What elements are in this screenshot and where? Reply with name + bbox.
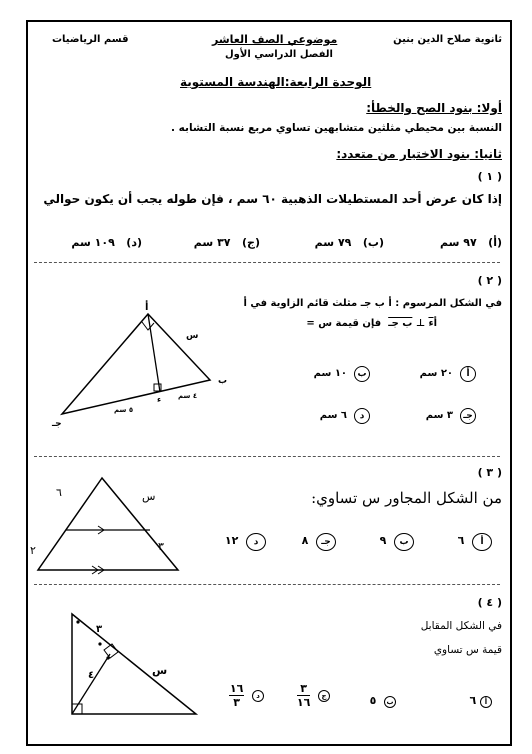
label-left-top: ٦ bbox=[56, 486, 62, 499]
q2-option-d[interactable]: د ٦ سم bbox=[320, 408, 370, 424]
q3-text: من الشكل المجاور س تساوي: bbox=[311, 489, 502, 507]
right-triangle bbox=[72, 614, 196, 714]
school-name: ثانوية صلاح الدين بنين bbox=[393, 34, 502, 45]
label-4: ٤ bbox=[88, 670, 95, 681]
label-dc-length: ٥ سم bbox=[114, 406, 134, 414]
semester-label: الفصل الدراسي الأول bbox=[225, 49, 333, 60]
q2-option-b[interactable]: ب ١٠ سم bbox=[314, 366, 370, 382]
q2-line1: في الشكل المرسوم : أ ب جـ مثلث قائم الزاوية في أ bbox=[243, 298, 502, 309]
label-3: ٣ bbox=[96, 624, 103, 635]
q3-option-c[interactable]: جـ ٨ bbox=[302, 533, 336, 551]
q2-line2 bbox=[306, 318, 437, 329]
label-right-bottom: ٣ bbox=[158, 540, 164, 553]
q4-option-c[interactable]: ج ٣ ١٦ bbox=[297, 682, 330, 709]
q3-triangle-figure bbox=[30, 470, 190, 580]
separator-1 bbox=[34, 262, 500, 263]
q2-option-a[interactable]: أ ٢٠ سم bbox=[420, 366, 476, 382]
q3-option-b[interactable]: ب ٩ bbox=[380, 533, 414, 551]
label-left-bottom: ٢ bbox=[30, 544, 36, 557]
label-x: س bbox=[152, 664, 168, 677]
separator-3 bbox=[34, 584, 500, 585]
label-x: س bbox=[186, 331, 199, 341]
tick-dot-1 bbox=[98, 642, 101, 645]
perpendicular-symbol: ⊥ bbox=[415, 318, 425, 329]
q2-segment-ad: أء bbox=[428, 318, 437, 329]
label-bd-length: ٤ سم bbox=[178, 392, 198, 400]
altitude-line bbox=[72, 654, 110, 714]
q4-triangle-figure bbox=[60, 606, 210, 724]
label-c: جـ bbox=[52, 419, 62, 429]
label-a: أ bbox=[145, 302, 149, 313]
separator-2 bbox=[34, 456, 500, 457]
q1-number: ( ١ ) bbox=[477, 170, 502, 183]
q2-line2-rest: فإن قيمة س = bbox=[306, 318, 382, 329]
vertex-dot-top bbox=[76, 620, 79, 623]
q4-option-d[interactable]: د ١٦ ٣ bbox=[229, 682, 264, 709]
right-angle-mark-a bbox=[142, 322, 154, 330]
section1-heading: أولا: بنود الصح والخطأ: bbox=[366, 101, 502, 115]
q2-number: ( ٢ ) bbox=[477, 274, 502, 287]
q4-option-a[interactable]: أ ٦ bbox=[469, 694, 492, 708]
q2-triangle-figure bbox=[50, 300, 230, 435]
q1-option-c[interactable]: (ج) ٣٧ سم bbox=[193, 236, 260, 249]
tick-dot-2 bbox=[106, 656, 109, 659]
q4-line2: قيمة س تساوي bbox=[433, 644, 502, 656]
true-false-statement: النسبة بين محيطي مثلثين متشابهين تساوي مربع نسبة التشابه . bbox=[171, 122, 502, 134]
q4-option-b[interactable]: ب ٥ bbox=[370, 694, 396, 708]
q4-line1: في الشكل المقابل bbox=[420, 620, 502, 632]
label-d: ء bbox=[157, 395, 162, 404]
label-b: ب bbox=[218, 376, 228, 386]
section2-heading: ثانيا: بنود الاختيار من متعدد: bbox=[336, 147, 502, 161]
q2-option-c[interactable]: جـ ٣ سم bbox=[426, 408, 476, 424]
worksheet-title: موضوعي الصف العاشر bbox=[212, 33, 338, 46]
q4-number: ( ٤ ) bbox=[477, 596, 502, 609]
q1-option-d[interactable]: (د) ١٠٩ سم bbox=[71, 236, 142, 249]
q1-option-a[interactable]: (أ) ٩٧ سم bbox=[439, 236, 502, 249]
q3-number: ( ٣ ) bbox=[477, 466, 502, 479]
q2-segment-bc: ب جـ bbox=[388, 318, 413, 329]
q1-option-b[interactable]: (ب) ٧٩ سم bbox=[314, 236, 384, 249]
unit-title: الوحدة الرابعة:الهندسة المستوية bbox=[180, 75, 372, 89]
q3-option-d[interactable]: د ١٢ bbox=[225, 533, 266, 551]
q3-option-a[interactable]: أ ٦ bbox=[458, 533, 492, 551]
q1-text: إذا كان عرض أحد المستطيلات الذهبية ٦٠ سم ، فإن طوله يجب أن يكون حوالي bbox=[43, 192, 502, 206]
department-name: قسم الرياضيات bbox=[52, 34, 129, 45]
label-right-top: س bbox=[142, 490, 156, 503]
